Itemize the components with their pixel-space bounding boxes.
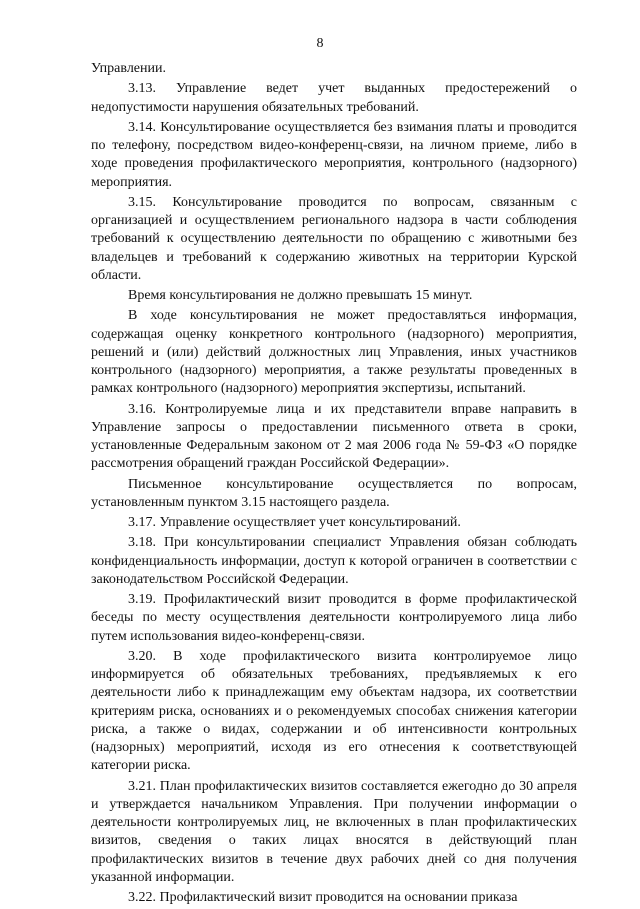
paragraph-3-16: 3.16. Контролируемые лица и их представители вправе направить в Управление запросы о предоставлении письменного ответа в сроки, установленные Федеральным законом от 2 мая 2006 года № 59-ФЗ «О порядке рассмотрения обращений граждан Российской Федерации». xyxy=(91,401,577,472)
paragraph-written-consultation: Письменное консультирование осуществляется по вопросам, установленным пунктом 3.15 настоящего раздела. xyxy=(91,476,577,510)
paragraph-consultation-restriction: В ходе консультирования не может предоставляться информация, содержащая оценку конкретного контрольного (надзорного) мероприятия, решений и (или) действий должностных лиц Управления, иных участников контрольного (надзорного) мероприятия, а также результаты проведенных в рамках контрольного (надзорного) мероприятия экспертизы, испытаний. xyxy=(91,308,577,397)
page-number: 8 xyxy=(316,36,324,51)
paragraph-3-13: 3.13. Управление ведет учет выданных предостережений о недопустимости нарушения обязательных требований. xyxy=(91,81,577,115)
paragraph-3-17: 3.17. Управление осуществляет учет консультирований. xyxy=(128,515,461,530)
paragraph-3-20: 3.20. В ходе профилактического визита контролируемое лицо информируется об обязательных требованиях, предъявляемых к его деятельности либо к принадлежащим ему объектам надзора, их соответствии критериям риска, основаниях и о рекомендуемых способах снижения категории риска, а также о видах, содержании и об интенсивности контрольных (надзорных) мероприятий, исходя из его отнесения к соответствующей категории риска. xyxy=(91,648,577,774)
paragraph-continuation: Управлении. xyxy=(91,61,166,76)
paragraph-3-22: 3.22. Профилактический визит проводится на основании приказа xyxy=(128,890,518,905)
paragraph-3-14: 3.14. Консультирование осуществляется без взимания платы и проводится по телефону, посредством видео-конференц-связи, на личном приеме, либо в ходе проведения профилактического мероприятия, контрольного (надзорного) мероприятия. xyxy=(91,119,577,190)
paragraph-3-19: 3.19. Профилактический визит проводится в форме профилактической беседы по месту осуществления деятельности контролируемого лица либо путем использования видео-конференц-связи. xyxy=(91,592,577,644)
paragraph-consultation-time: Время консультирования не должно превышать 15 минут. xyxy=(128,288,473,303)
paragraph-3-21: 3.21. План профилактических визитов составляется ежегодно до 30 апреля и утверждается начальником Управления. При получении информации о деятельности контролируемых лиц, не включенных в план профилактических визитов, сведения о таких лицах вносятся в действующий план профилактических визитов в течение двух рабочих дней со дня получения указанной информации. xyxy=(91,778,577,885)
document-body xyxy=(91,60,577,909)
paragraph-3-18: 3.18. При консультировании специалист Управления обязан соблюдать конфиденциальность информации, доступ к которой ограничен в соответствии с законодательством Российской Федерации. xyxy=(91,535,577,587)
paragraph-3-15: 3.15. Консультирование проводится по вопросам, связанным с организацией и осуществлением регионального надзора в части соблюдения требований к осуществлению деятельности по обращению с животными без владельцев и требований к содержанию животных на территории Курской области. xyxy=(91,194,577,283)
